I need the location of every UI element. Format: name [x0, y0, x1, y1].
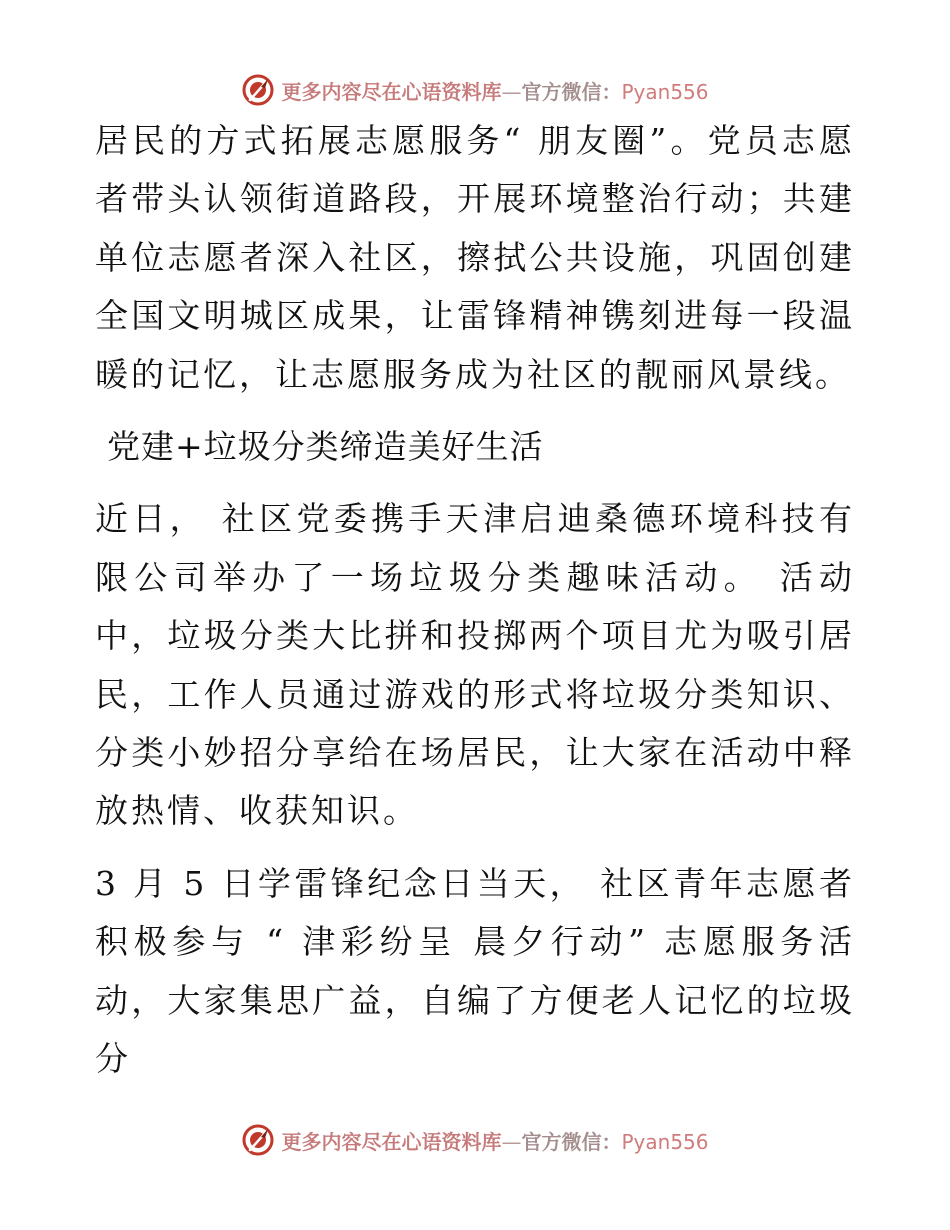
paragraph-lei-feng-day: 3 月 5 日学雷锋纪念日当天， 社区青年志愿者积极参与 “ 津彩纷呈 晨夕行动” 志愿服务活动，大家集思广益，自编了方便老人记忆的垃圾分: [95, 863, 855, 1079]
header-watermark: [0, 70, 950, 110]
document-body: [95, 112, 855, 1089]
paragraph-volunteer-service: 居民的方式拓展志愿服务“ 朋友圈”。党员志愿者带头认领街道路段，开展环境整治行动；共建单位志愿者深入社区，擦拭公共设施，巩固创建全国文明城区成果，让雷锋精神镌刻进每一段温暖的记忆，让志愿服务成为社区的靓丽风景线。: [95, 121, 855, 394]
watermark-separator: —: [501, 1129, 522, 1154]
section-heading: 党建+垃圾分类缔造美好生活: [107, 427, 544, 467]
watermark-text: 更多内容尽在心语资料库: [281, 1129, 502, 1154]
quill-logo-icon: [241, 73, 275, 107]
watermark-separator: —: [501, 79, 522, 104]
watermark-label: 官方微信：: [521, 79, 622, 104]
footer-watermark: [0, 1120, 950, 1160]
paragraph-garbage-sorting-activity: 近日， 社区党委携手天津启迪桑德环境科技有限公司举办了一场垃圾分类趣味活动。 活动中，垃圾分类大比拼和投掷两个项目尤为吸引居民，工作人员通过游戏的形式将垃圾分类知识、分类小妙招分享给在场居民，让大家在活动中释放热情、收获知识。: [95, 499, 855, 831]
watermark-text: 更多内容尽在心语资料库: [281, 79, 502, 104]
watermark-wechat-id: Pyan556: [621, 1129, 709, 1154]
watermark-wechat-id: Pyan556: [621, 79, 709, 104]
quill-logo-icon: [241, 1123, 275, 1157]
watermark-label: 官方微信：: [521, 1129, 622, 1154]
